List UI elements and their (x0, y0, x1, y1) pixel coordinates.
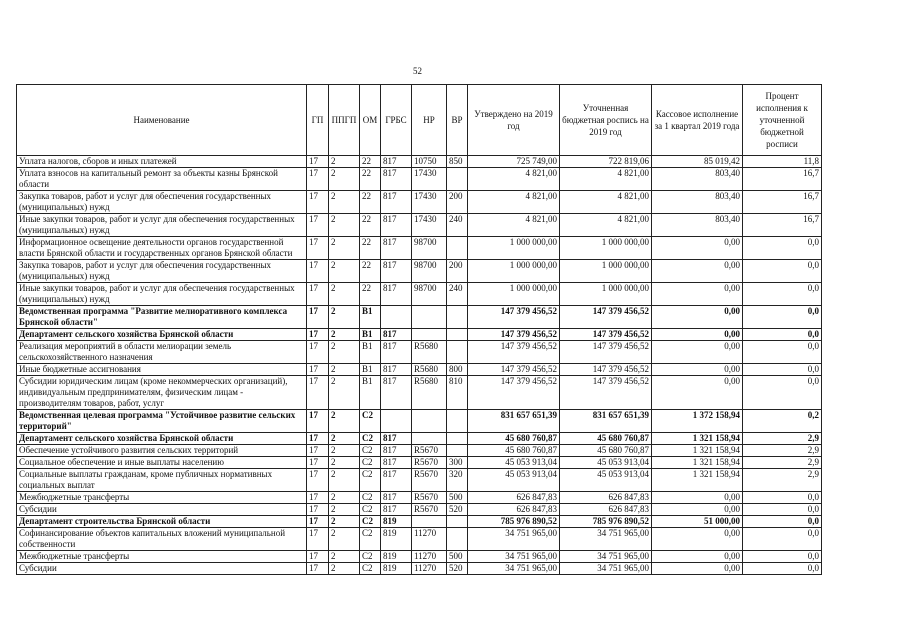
row-percent: 2,9 (743, 445, 822, 457)
row-nr: R5670 (412, 469, 447, 492)
row-nr: 98700 (412, 283, 447, 306)
row-name: Уплата взносов на капитальный ремонт за объекты казны Брянской области (17, 168, 307, 191)
row-om: В1 (360, 376, 381, 410)
row-percent: 0,0 (743, 563, 822, 575)
row-name: Иные закупки товаров, работ и услуг для обеспечения государственных (муниципальных) нужд (17, 214, 307, 237)
row-percent: 0,0 (743, 504, 822, 516)
row-cash: 1 321 158,94 (652, 445, 743, 457)
row-grbs: 817 (381, 504, 412, 516)
row-grbs: 817 (381, 445, 412, 457)
row-name: Субсидии (17, 563, 307, 575)
row-om: 22 (360, 260, 381, 283)
row-ppgp: 2 (329, 191, 360, 214)
row-vr (447, 445, 468, 457)
row-percent: 0,0 (743, 283, 822, 306)
row-approved: 45 680 760,87 (468, 433, 560, 445)
row-cash: 803,40 (652, 214, 743, 237)
row-name: Иные закупки товаров, работ и услуг для обеспечения государственных (муниципальных) нужд (17, 283, 307, 306)
row-gp: 17 (307, 376, 329, 410)
row-om: С2 (360, 445, 381, 457)
row-nr: 11270 (412, 528, 447, 551)
row-refined: 45 053 913,04 (560, 457, 652, 469)
header-approved: Утверждено на 2019 год (468, 85, 560, 156)
table-row (17, 376, 822, 410)
row-approved: 1 000 000,00 (468, 237, 560, 260)
row-gp: 17 (307, 214, 329, 237)
row-grbs: 817 (381, 364, 412, 376)
header-row (17, 85, 822, 156)
row-percent: 0,0 (743, 341, 822, 364)
row-cash: 0,00 (652, 364, 743, 376)
row-name: Обеспечение устойчивого развития сельских территорий (17, 445, 307, 457)
header-vr: ВР (447, 85, 468, 156)
table-body (17, 156, 822, 575)
row-percent: 0,0 (743, 260, 822, 283)
row-vr: 300 (447, 457, 468, 469)
row-cash: 0,00 (652, 563, 743, 575)
row-percent: 0,2 (743, 410, 822, 433)
table-row (17, 528, 822, 551)
row-ppgp: 2 (329, 445, 360, 457)
row-ppgp: 2 (329, 364, 360, 376)
row-nr (412, 433, 447, 445)
row-name: Информационное освещение деятельности органов государственной власти Брянской области и государственных органов Брянской области (17, 237, 307, 260)
row-name: Реализация мероприятий в области мелиорации земель сельскохозяйственного назначения (17, 341, 307, 364)
row-percent: 16,7 (743, 191, 822, 214)
row-name: Софинансирование объектов капитальных вложений муниципальной собственности (17, 528, 307, 551)
row-refined: 45 680 760,87 (560, 445, 652, 457)
row-vr: 810 (447, 376, 468, 410)
row-approved: 147 379 456,52 (468, 341, 560, 364)
row-grbs: 817 (381, 156, 412, 168)
row-refined: 34 751 965,00 (560, 563, 652, 575)
row-name: Ведомственная программа "Развитие мелиоративного комплекса Брянской области" (17, 306, 307, 329)
row-grbs: 817 (381, 260, 412, 283)
header-om: ОМ (360, 85, 381, 156)
row-om: В1 (360, 329, 381, 341)
row-grbs: 817 (381, 376, 412, 410)
table-row (17, 306, 822, 329)
row-grbs: 819 (381, 516, 412, 528)
row-approved: 45 680 760,87 (468, 445, 560, 457)
row-vr: 320 (447, 469, 468, 492)
row-grbs: 819 (381, 551, 412, 563)
row-approved: 4 821,00 (468, 191, 560, 214)
header-grbs: ГРБС (381, 85, 412, 156)
row-gp: 17 (307, 237, 329, 260)
table-row (17, 214, 822, 237)
row-ppgp: 2 (329, 516, 360, 528)
header-nr: НР (412, 85, 447, 156)
table-row (17, 168, 822, 191)
row-percent: 11,8 (743, 156, 822, 168)
row-percent: 2,9 (743, 433, 822, 445)
row-cash: 0,00 (652, 528, 743, 551)
row-percent: 0,0 (743, 492, 822, 504)
row-nr (412, 329, 447, 341)
row-cash: 803,40 (652, 168, 743, 191)
row-nr: R5670 (412, 504, 447, 516)
row-om: 22 (360, 283, 381, 306)
row-percent: 0,0 (743, 364, 822, 376)
row-vr: 240 (447, 214, 468, 237)
row-cash: 85 019,42 (652, 156, 743, 168)
row-gp: 17 (307, 551, 329, 563)
row-nr (412, 410, 447, 433)
row-refined: 1 000 000,00 (560, 260, 652, 283)
row-refined: 147 379 456,52 (560, 329, 652, 341)
row-approved: 34 751 965,00 (468, 563, 560, 575)
row-ppgp: 2 (329, 376, 360, 410)
row-percent: 0,0 (743, 376, 822, 410)
row-om: 22 (360, 214, 381, 237)
row-percent: 0,0 (743, 528, 822, 551)
row-om: С2 (360, 516, 381, 528)
row-nr: R5670 (412, 457, 447, 469)
row-gp: 17 (307, 504, 329, 516)
row-om: 22 (360, 156, 381, 168)
row-cash: 1 321 158,94 (652, 433, 743, 445)
row-grbs: 817 (381, 237, 412, 260)
row-vr (447, 433, 468, 445)
row-ppgp: 2 (329, 306, 360, 329)
row-cash: 803,40 (652, 191, 743, 214)
row-nr (412, 516, 447, 528)
table-row (17, 341, 822, 364)
row-percent: 0,0 (743, 516, 822, 528)
row-name: Иные бюджетные ассигнования (17, 364, 307, 376)
row-approved: 34 751 965,00 (468, 528, 560, 551)
row-nr: 11270 (412, 551, 447, 563)
row-gp: 17 (307, 410, 329, 433)
row-vr: 200 (447, 191, 468, 214)
row-name: Межбюджетные трансферты (17, 551, 307, 563)
row-cash: 0,00 (652, 492, 743, 504)
row-vr (447, 168, 468, 191)
table-row (17, 516, 822, 528)
row-grbs (381, 410, 412, 433)
row-name: Межбюджетные трансферты (17, 492, 307, 504)
row-ppgp: 2 (329, 260, 360, 283)
row-refined: 147 379 456,52 (560, 376, 652, 410)
row-ppgp: 2 (329, 237, 360, 260)
table-row (17, 504, 822, 516)
row-gp: 17 (307, 492, 329, 504)
row-name: Уплата налогов, сборов и иных платежей (17, 156, 307, 168)
header-percent: Процент исполнения к уточненной бюджетной росписи (743, 85, 822, 156)
row-om: В1 (360, 364, 381, 376)
row-percent: 0,0 (743, 329, 822, 341)
row-cash: 0,00 (652, 306, 743, 329)
row-percent: 16,7 (743, 168, 822, 191)
row-refined: 4 821,00 (560, 191, 652, 214)
row-gp: 17 (307, 156, 329, 168)
row-vr: 520 (447, 563, 468, 575)
row-ppgp: 2 (329, 341, 360, 364)
row-approved: 147 379 456,52 (468, 364, 560, 376)
row-approved: 34 751 965,00 (468, 551, 560, 563)
table-row (17, 469, 822, 492)
row-vr: 850 (447, 156, 468, 168)
row-ppgp: 2 (329, 168, 360, 191)
row-grbs: 817 (381, 329, 412, 341)
row-om: 22 (360, 168, 381, 191)
row-gp: 17 (307, 364, 329, 376)
row-approved: 785 976 890,52 (468, 516, 560, 528)
row-nr: 17430 (412, 168, 447, 191)
table-row (17, 260, 822, 283)
row-refined: 147 379 456,52 (560, 364, 652, 376)
row-ppgp: 2 (329, 469, 360, 492)
row-gp: 17 (307, 445, 329, 457)
row-ppgp: 2 (329, 551, 360, 563)
row-cash: 0,00 (652, 260, 743, 283)
row-name: Закупка товаров, работ и услуг для обеспечения государственных (муниципальных) нужд (17, 191, 307, 214)
row-vr (447, 341, 468, 364)
row-ppgp: 2 (329, 504, 360, 516)
row-gp: 17 (307, 457, 329, 469)
row-vr: 520 (447, 504, 468, 516)
row-nr: R5670 (412, 492, 447, 504)
row-gp: 17 (307, 469, 329, 492)
table-row (17, 433, 822, 445)
row-nr: 17430 (412, 214, 447, 237)
row-cash: 0,00 (652, 237, 743, 260)
table-row (17, 457, 822, 469)
row-nr (412, 306, 447, 329)
row-vr: 500 (447, 551, 468, 563)
row-approved: 45 053 913,04 (468, 457, 560, 469)
row-nr: 17430 (412, 191, 447, 214)
row-refined: 1 000 000,00 (560, 283, 652, 306)
row-om: С2 (360, 457, 381, 469)
row-refined: 722 819,06 (560, 156, 652, 168)
row-cash: 0,00 (652, 551, 743, 563)
row-nr: R5680 (412, 364, 447, 376)
row-name: Социальные выплаты гражданам, кроме публичных нормативных социальных выплат (17, 469, 307, 492)
row-approved: 147 379 456,52 (468, 306, 560, 329)
row-refined: 147 379 456,52 (560, 306, 652, 329)
row-refined: 45 680 760,87 (560, 433, 652, 445)
row-cash: 0,00 (652, 329, 743, 341)
table-row (17, 156, 822, 168)
table-row (17, 551, 822, 563)
row-ppgp: 2 (329, 457, 360, 469)
row-grbs: 817 (381, 492, 412, 504)
header-refined: Уточненная бюджетная роспись на 2019 год (560, 85, 652, 156)
row-refined: 147 379 456,52 (560, 341, 652, 364)
row-om: С2 (360, 551, 381, 563)
table-row (17, 410, 822, 433)
row-vr: 500 (447, 492, 468, 504)
row-om: 22 (360, 237, 381, 260)
row-cash: 1 372 158,94 (652, 410, 743, 433)
row-cash: 0,00 (652, 283, 743, 306)
row-grbs: 817 (381, 433, 412, 445)
row-ppgp: 2 (329, 283, 360, 306)
row-refined: 626 847,83 (560, 492, 652, 504)
row-refined: 45 053 913,04 (560, 469, 652, 492)
row-name: Ведомственная целевая программа "Устойчивое развитие сельских территорий" (17, 410, 307, 433)
row-approved: 831 657 651,39 (468, 410, 560, 433)
row-refined: 1 000 000,00 (560, 237, 652, 260)
table-row (17, 283, 822, 306)
row-grbs: 817 (381, 469, 412, 492)
row-ppgp: 2 (329, 563, 360, 575)
row-om: 22 (360, 191, 381, 214)
row-approved: 147 379 456,52 (468, 376, 560, 410)
row-percent: 0,0 (743, 306, 822, 329)
row-om: С2 (360, 410, 381, 433)
row-vr: 800 (447, 364, 468, 376)
row-percent: 0,0 (743, 551, 822, 563)
row-vr (447, 306, 468, 329)
row-nr: 98700 (412, 260, 447, 283)
row-ppgp: 2 (329, 214, 360, 237)
row-vr (447, 410, 468, 433)
table-row (17, 364, 822, 376)
row-name: Департамент строительства Брянской области (17, 516, 307, 528)
row-gp: 17 (307, 563, 329, 575)
row-name: Социальное обеспечение и иные выплаты населению (17, 457, 307, 469)
row-refined: 626 847,83 (560, 504, 652, 516)
row-refined: 4 821,00 (560, 168, 652, 191)
row-om: С2 (360, 528, 381, 551)
row-name: Департамент сельского хозяйства Брянской области (17, 329, 307, 341)
row-gp: 17 (307, 329, 329, 341)
row-nr: 10750 (412, 156, 447, 168)
row-vr (447, 329, 468, 341)
table-row (17, 563, 822, 575)
row-nr: R5680 (412, 376, 447, 410)
budget-table (16, 84, 822, 575)
row-ppgp: 2 (329, 492, 360, 504)
row-refined: 34 751 965,00 (560, 528, 652, 551)
row-nr: R5670 (412, 445, 447, 457)
row-nr: 98700 (412, 237, 447, 260)
row-cash: 0,00 (652, 341, 743, 364)
row-refined: 34 751 965,00 (560, 551, 652, 563)
row-om: С2 (360, 563, 381, 575)
row-gp: 17 (307, 433, 329, 445)
row-percent: 0,0 (743, 237, 822, 260)
row-refined: 785 976 890,52 (560, 516, 652, 528)
row-grbs: 817 (381, 341, 412, 364)
row-approved: 4 821,00 (468, 168, 560, 191)
row-cash: 0,00 (652, 376, 743, 410)
row-approved: 725 749,00 (468, 156, 560, 168)
row-cash: 51 000,00 (652, 516, 743, 528)
row-vr (447, 516, 468, 528)
header-gp: ГП (307, 85, 329, 156)
header-name: Наименование (17, 85, 307, 156)
header-ppgp: ППГП (329, 85, 360, 156)
table-row (17, 329, 822, 341)
row-ppgp: 2 (329, 410, 360, 433)
row-om: С2 (360, 469, 381, 492)
row-cash: 1 321 158,94 (652, 457, 743, 469)
row-name: Закупка товаров, работ и услуг для обеспечения государственных (муниципальных) нужд (17, 260, 307, 283)
row-ppgp: 2 (329, 433, 360, 445)
row-grbs: 817 (381, 191, 412, 214)
row-cash: 1 321 158,94 (652, 469, 743, 492)
row-approved: 626 847,83 (468, 492, 560, 504)
table-row (17, 492, 822, 504)
row-name: Субсидии юридическим лицам (кроме некоммерческих организаций), индивидуальным предпринимателям, физическим лицам - производителям товаров, работ, услуг (17, 376, 307, 410)
row-approved: 626 847,83 (468, 504, 560, 516)
row-nr: R5680 (412, 341, 447, 364)
row-grbs: 817 (381, 457, 412, 469)
row-gp: 17 (307, 341, 329, 364)
row-percent: 2,9 (743, 469, 822, 492)
row-approved: 45 053 913,04 (468, 469, 560, 492)
row-refined: 831 657 651,39 (560, 410, 652, 433)
row-grbs: 819 (381, 528, 412, 551)
table-row (17, 445, 822, 457)
header-cash: Кассовое исполнение за 1 квартал 2019 года (652, 85, 743, 156)
row-nr: 11270 (412, 563, 447, 575)
row-om: В1 (360, 341, 381, 364)
row-vr (447, 528, 468, 551)
row-approved: 147 379 456,52 (468, 329, 560, 341)
row-gp: 17 (307, 306, 329, 329)
row-vr (447, 237, 468, 260)
row-name: Субсидии (17, 504, 307, 516)
row-approved: 4 821,00 (468, 214, 560, 237)
row-percent: 16,7 (743, 214, 822, 237)
row-name: Департамент сельского хозяйства Брянской области (17, 433, 307, 445)
row-gp: 17 (307, 283, 329, 306)
table-row (17, 237, 822, 260)
row-gp: 17 (307, 191, 329, 214)
row-approved: 1 000 000,00 (468, 283, 560, 306)
row-percent: 2,9 (743, 457, 822, 469)
row-ppgp: 2 (329, 528, 360, 551)
row-vr: 200 (447, 260, 468, 283)
row-gp: 17 (307, 168, 329, 191)
row-ppgp: 2 (329, 156, 360, 168)
row-om: С2 (360, 433, 381, 445)
row-grbs: 819 (381, 563, 412, 575)
row-vr: 240 (447, 283, 468, 306)
row-cash: 0,00 (652, 504, 743, 516)
row-grbs (381, 306, 412, 329)
row-om: В1 (360, 306, 381, 329)
row-gp: 17 (307, 528, 329, 551)
page-number: 52 (413, 66, 422, 76)
row-grbs: 817 (381, 214, 412, 237)
row-gp: 17 (307, 260, 329, 283)
row-gp: 17 (307, 516, 329, 528)
row-ppgp: 2 (329, 329, 360, 341)
row-grbs: 817 (381, 283, 412, 306)
row-grbs: 817 (381, 168, 412, 191)
row-approved: 1 000 000,00 (468, 260, 560, 283)
table-row (17, 191, 822, 214)
row-om: С2 (360, 504, 381, 516)
row-refined: 4 821,00 (560, 214, 652, 237)
row-om: С2 (360, 492, 381, 504)
